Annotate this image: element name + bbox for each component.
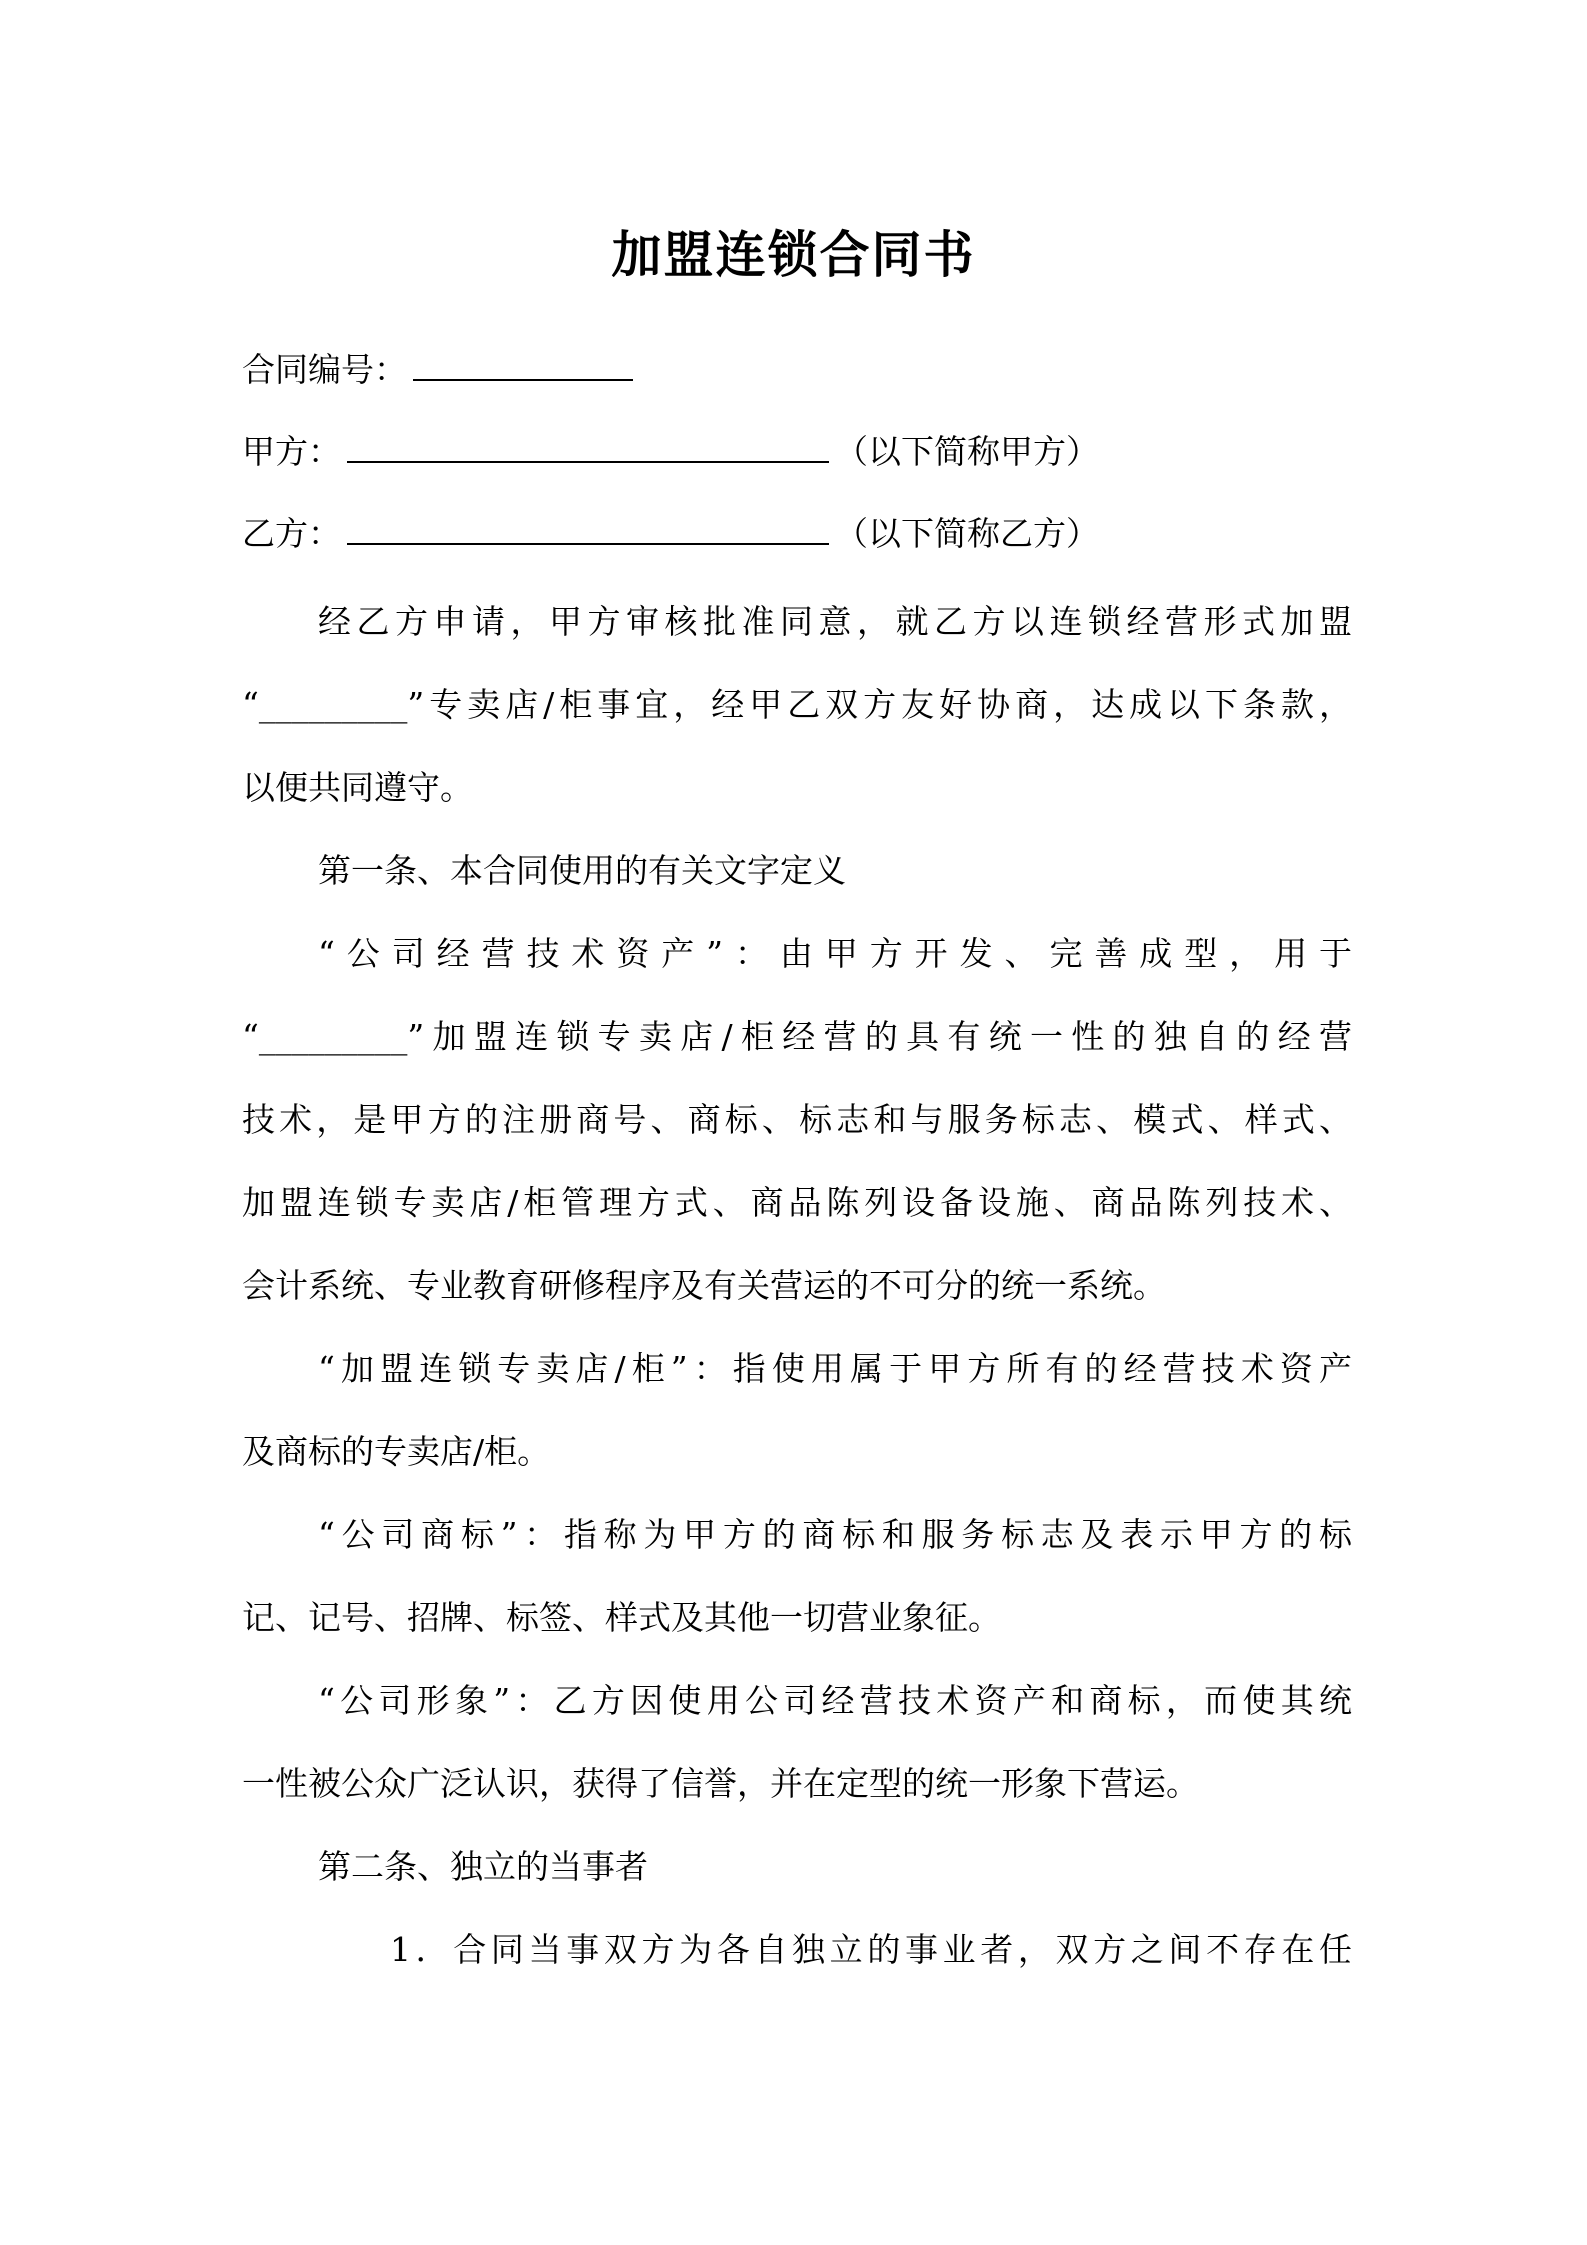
party-a-field <box>242 427 1099 476</box>
contract-number-field <box>242 345 639 394</box>
party-b-suffix: （以下简称乙方） <box>835 514 1099 553</box>
body-line: “_________”专卖店/柜事宜，经甲乙双方友好协商，达成以下条款， <box>242 685 1352 724</box>
party-b-field <box>242 509 1099 558</box>
body-line: 记、记号、招牌、标签、样式及其他一切营业象征。 <box>242 1598 1001 1637</box>
body-line: 及商标的专卖店/柜。 <box>242 1432 551 1471</box>
body-line: “_________”加盟连锁专卖店/柜经营的具有统一性的独自的经营 <box>242 1017 1352 1056</box>
party-b-blank[interactable] <box>347 509 829 545</box>
body-line: “公司经营技术资产”：由甲方开发、完善成型，用于 <box>318 934 1352 973</box>
body-line: 加盟连锁专卖店/柜管理方式、商品陈列设备设施、商品陈列技术、 <box>242 1183 1352 1222</box>
body-line: 经乙方申请，甲方审核批准同意，就乙方以连锁经营形式加盟 <box>318 602 1352 641</box>
body-line: 一性被公众广泛认识，获得了信誉，并在定型的统一形象下营运。 <box>242 1764 1199 1803</box>
body-line: 技术，是甲方的注册商号、商标、标志和与服务标志、模式、样式、 <box>242 1100 1352 1139</box>
contract-number-blank[interactable] <box>413 345 633 381</box>
body-line: “公司商标”：指称为甲方的商标和服务标志及表示甲方的标 <box>318 1515 1352 1554</box>
party-a-blank[interactable] <box>347 427 829 463</box>
article-1-heading: 第一条、本合同使用的有关文字定义 <box>318 851 846 890</box>
body-line: 1．合同当事双方为各自独立的事业者，双方之间不存在任 <box>390 1930 1352 1969</box>
party-a-suffix: （以下简称甲方） <box>835 432 1099 471</box>
body-line: 会计系统、专业教育研修程序及有关营运的不可分的统一系统。 <box>242 1266 1166 1305</box>
contract-number-label: 合同编号： <box>242 350 407 389</box>
body-line: 以便共同遵守。 <box>242 768 473 807</box>
body-line: “加盟连锁专卖店/柜”：指使用属于甲方所有的经营技术资产 <box>318 1349 1352 1388</box>
body-line: “公司形象”：乙方因使用公司经营技术资产和商标，而使其统 <box>318 1681 1352 1720</box>
party-b-label: 乙方： <box>242 514 341 553</box>
party-a-label: 甲方： <box>242 432 341 471</box>
article-2-heading: 第二条、独立的当事者 <box>318 1847 648 1886</box>
document-title: 加盟连锁合同书 <box>611 225 976 284</box>
